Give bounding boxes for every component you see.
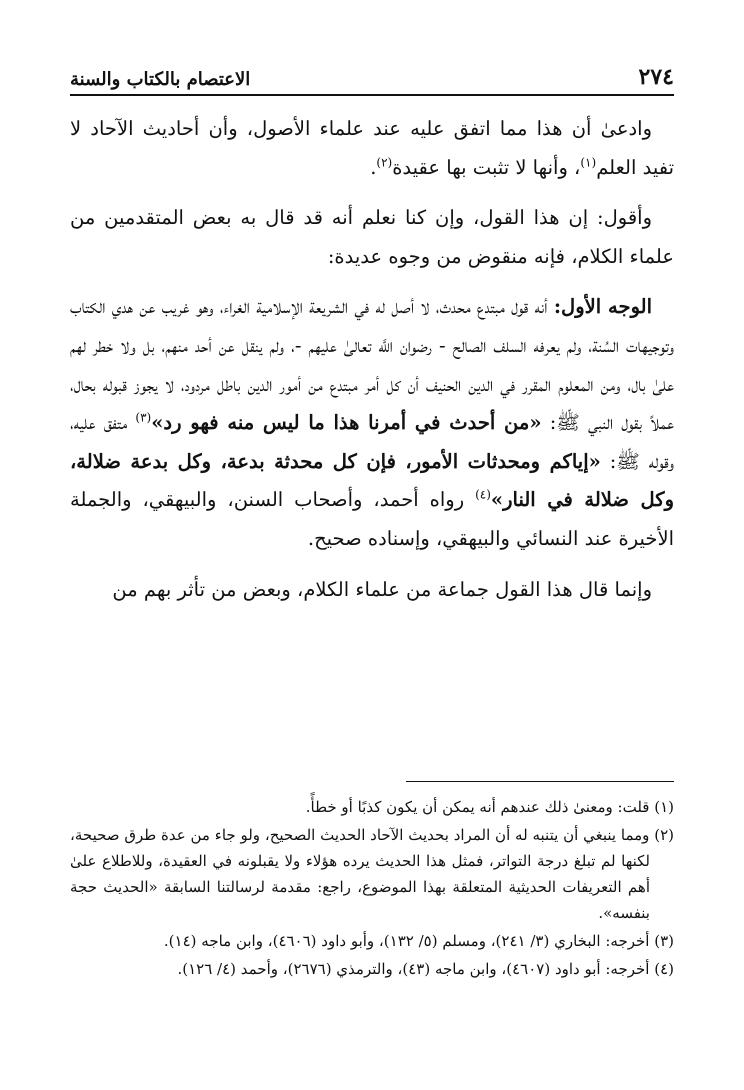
paragraph-2: وأقول: إن هذا القول، وإن كنا نعلم أنه قد قال به بعض المتقدمين من علماء الكلام، فإنه منقوض من وجوه عديدة: bbox=[70, 206, 674, 268]
running-header bbox=[70, 56, 674, 96]
text-run: ، وأنها لا تثبت بها عقيدة bbox=[392, 155, 581, 179]
footnote-ref-3: (٣) bbox=[135, 410, 152, 425]
footnote-divider bbox=[406, 781, 674, 782]
main-text bbox=[70, 110, 674, 609]
footnote-ref-4: (٤) bbox=[475, 487, 491, 502]
paragraph-1 bbox=[70, 110, 674, 187]
text-run: متفق عليه، وقوله ﷺ: bbox=[70, 411, 675, 473]
text-run: رواه أحمد، وأصحاب السنن، والبيهقي، والجملة الأخيرة عند النسائي والبيهقي، وإسناده صحيح. bbox=[70, 488, 674, 550]
footnote-3: (٣) أخرجه: البخاري (٣/ ٢٤١)، ومسلم (٥/ ١٣٢)، وأبو داود (٤٦٠٦)، وابن ماجه (١٤). bbox=[163, 932, 674, 950]
text-run: أنه قول مبتدع محدث، لا أصل له في الشريعة الإسلامية الغراء، وهو غريب عن هدي الكتاب وتوجيهات السُنة، ولم يعرفه السلف الصالح - رضوان اللَّه تعالىٰ عليهم -، ولم ينقل عن أحد منهم، بل ولا خطر لهم علىٰ بال، ومن المعلوم المقرر في الدين الحنيف أن كل أمر مبتدع من أمور الدين باطل مردود، لا يجوز قبوله بحال، عملاً بقول النبي ﷺ: bbox=[70, 295, 674, 435]
footnote-4: (٤) أخرجه: أبو داود (٤٦٠٧)، وابن ماجه (٤٣)، والترمذي (٢٦٧٦)، وأحمد (٤/ ١٢٦). bbox=[177, 960, 674, 978]
page-number: ٢٧٤ bbox=[638, 64, 674, 90]
section-lead: الوجه الأول: bbox=[553, 295, 653, 319]
text-run: وادعىٰ أن هذا مما اتفق عليه عند علماء الأصول، وأن أحاديث الآحاد لا تفيد العلم bbox=[70, 117, 674, 179]
footnote-ref-1: (١) bbox=[580, 155, 597, 170]
text-run: . bbox=[370, 155, 377, 179]
paragraph-3 bbox=[70, 288, 674, 558]
paragraph-4: وإنما قال هذا القول جماعة من علماء الكلام، وبعض من تأثر بهم من bbox=[112, 577, 652, 601]
footnotes bbox=[70, 794, 674, 984]
hadith-quote-1: «من أحدث في أمرنا هذا ما ليس منه فهو رد» bbox=[151, 411, 542, 435]
footnote-2: (٢) ومما ينبغي أن يتنبه له أن المراد بحديث الآحاد الحديث الصحيح، ولو جاء من عدة طرق صحيحة، لكنها لم تبلغ درجة التواتر، فمثل هذا الحديث يرده هؤلاء ولا يقبلونه في العقيدة، وللاطلاع علىٰ أهم التعريفات الحديثية المتعلقة بهذا الموضوع، راجع: مقدمة لرسالتنا السابقة «الحديث حجة بنفسه». bbox=[70, 826, 674, 922]
hadith-quote-2: «إياكم ومحدثات الأمور، فإن كل محدثة بدعة، وكل بدعة ضلالة، وكل ضلالة في النار» bbox=[70, 449, 674, 512]
footnote-ref-2: (٢) bbox=[376, 155, 393, 170]
running-title: الاعتصام بالكتاب والسنة bbox=[70, 69, 251, 90]
footnote-1: (١) قلت: ومعنىٰ ذلك عندهم أنه يمكن أن يكون كذبًا أو خطأً. bbox=[305, 798, 674, 816]
